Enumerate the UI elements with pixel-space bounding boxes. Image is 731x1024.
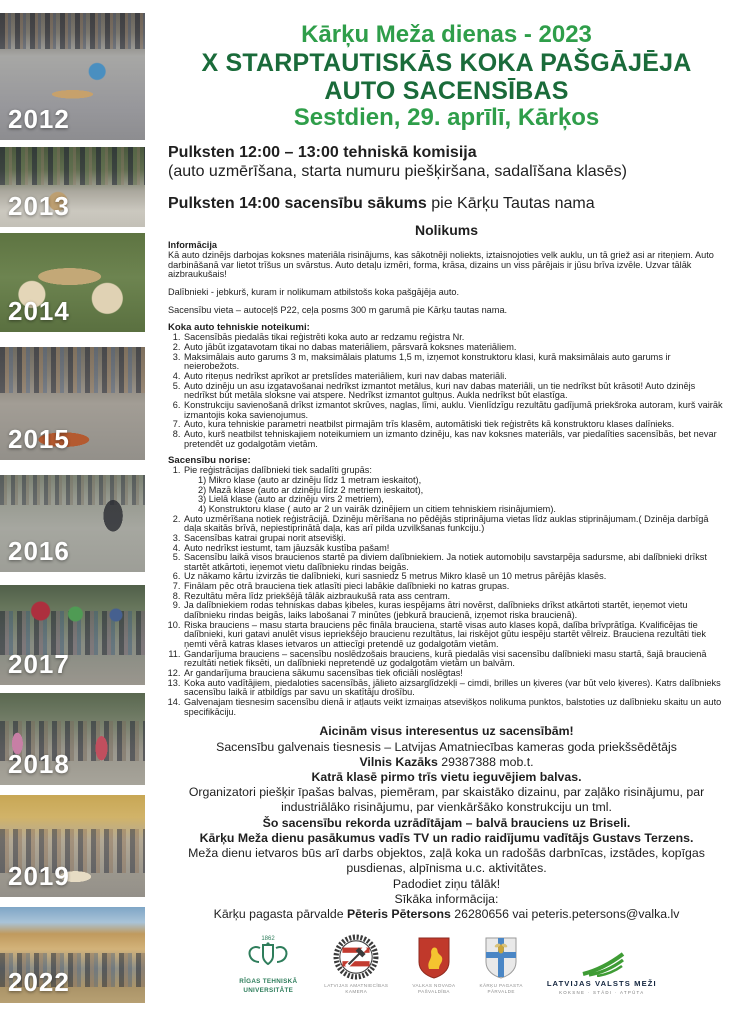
- tech-rule: 7. Auto, kura tehniskie parametri neatbilst pirmajām trīs klasēm, automātiski tiek reģistrēts kā konstruktoru klases dalīnieks.: [183, 420, 725, 430]
- year-label: 2019: [8, 861, 70, 891]
- procedure-item: 11. Gandarījuma brauciens – sacensību noslēdzošais brauciens, kurā piedalās visi sacensību dalībnieki masu startā, šajā braucienā rezultāti netiek fiksēti, un dalībnieki nepretendē uz godalgotām vietām un balvām.: [183, 650, 725, 669]
- procedure-list: [168, 466, 725, 717]
- more-info-line: Sīkāka informācija:: [394, 891, 499, 906]
- procedure-item: 5. Sacensību laikā visos braucienos startē pa diviem dalībniekiem. Ja notiek automobiļu savstarpēja sadursme, abi dalībnieki drīkst startēt atkārtoti, ieņemot vietu dalībnieku rindas beigās.: [183, 553, 725, 572]
- tech-rule: 6. Konstrukciju savienošanā drīkst izmantot skrūves, naglas, līmi, auklu. Vienlīdzīgu rezultātu gadījumā priekšroka autoram, kurš vairāk izmantojis koka savienojumus.: [183, 401, 725, 420]
- procedure-item: 6. Uz nākamo kārtu izvirzās tie dalībnieki, kuri sasniedz 5 metrus Mikro klasē un 10 metrus pārējās klasēs.: [183, 572, 725, 582]
- amatniecibas-kamera-logo: [324, 934, 388, 995]
- procedure-item: 4. Auto nedrīkst iestumt, tam jāuzsāk kustība pašam!: [183, 544, 725, 554]
- procedure-item: 12. Ar gandarījuma brauciena sākumu sacensības tiek oficiāli noslēgtas!: [183, 669, 725, 679]
- closing-block: [168, 724, 725, 922]
- year-label: 2016: [8, 536, 70, 566]
- procedure-item: 7. Finālam pēc otrā brauciena tiek atlasīti pieci labākie dalībnieki no katras grupas.: [183, 582, 725, 592]
- host-line: Kārķu Meža dienu pasākumus vadīs TV un radio raidījumu vadītājs Gustavs Terzens.: [199, 830, 694, 845]
- participants-paragraph: Dalībnieki - jebkurš, kuram ir nolikumam atbilstošs koka pašgājēja auto.: [168, 286, 460, 297]
- schedule-item-1: Pulksten 12:00 – 13:00 tehniskā komisija: [168, 143, 477, 161]
- spread-the-word-line: Padodiet ziņu tālāk!: [392, 876, 501, 891]
- tech-rule: 1. Sacensībās piedalās tikai reģistrēti koka auto ar redzamu reģistra Nr.: [183, 333, 725, 343]
- event-date: Sestdien, 29. aprīlī, Kārķos: [293, 103, 600, 131]
- year-label: 2022: [8, 967, 70, 997]
- amatniecibas-kamera-caption: LATVIJAS AMATNIECĪBAS KAMERA: [324, 982, 389, 995]
- photo-2022: [0, 907, 145, 1003]
- photo-2013: [0, 147, 145, 227]
- sponsor-logos-row: [168, 933, 725, 995]
- photo-2012: [0, 13, 145, 140]
- procedure-heading: Sacensību norise:: [168, 455, 251, 467]
- lvm-subtitle: KOKSNE · STĀDI · ATPŪTA: [559, 990, 645, 996]
- lvm-logo: [547, 951, 657, 995]
- valkas-novada-caption: VALKAS NOVADA PAŠVALDĪBA: [412, 982, 456, 995]
- record-prize-line: Šo sacensību rekorda uzrādītājam – balvā brauciens uz Briseli.: [262, 815, 631, 830]
- karki-shield-icon: [484, 936, 518, 980]
- tech-rule: 8. Auto, kurš neatbilst tehniskajiem noteikumiem un izmanto dzinēju, kas nav koksnes materiāls, var piedalīties sacensībās, bet nevar pretendēt uz godalgotām vietām.: [183, 430, 725, 449]
- class-subitem: 4) Konstruktoru klase ( auto ar 2 un vairāk dzinējiem un citiem tehniskiem risinājumiem).: [198, 503, 556, 514]
- year-label: 2012: [8, 104, 70, 134]
- event-subtitle-line2: AUTO SACENSĪBAS: [324, 76, 569, 105]
- rules-body: [168, 241, 725, 717]
- photo-2017: [0, 585, 145, 685]
- year-label: 2015: [8, 424, 70, 454]
- judge-contact: Vilnis Kazāks 29387388 mob.t.: [359, 754, 534, 769]
- tech-rule: 4. Auto riteņus nedrīkst aprīkot ar pretslīdes materiāliem, kuri nav dabas materiāli.: [183, 372, 725, 382]
- class-subitem: 2) Mazā klase (auto ar dzinēju līdz 2 metriem ieskaitot),: [198, 484, 424, 495]
- procedure-item: 9. Ja dalībniekiem rodas tehniskas dabas ķibeles, kuras iespējams ātri novērst, dalībnieks drīkst atkārtoti startēt, ieņemot vietu dalībnieku rindas beigās, laiks labošanai 7 minūtes (jebkurā braucienā, izņemot riska braucienā).: [183, 601, 725, 620]
- contact-line: Kārķu pagasta pārvalde Pēteris Pētersons 26280656 vai peteris.petersons@valka.lv: [213, 907, 680, 922]
- rtu-crest-icon: [236, 933, 300, 975]
- prizes-text: Organizatori piešķir īpašas balvas, piemēram, par skaistāko dizainu, par zaļāko risinājumu, par industriālāko risinājumu, par vienkāršāko konstrukciju un tml.: [188, 785, 705, 815]
- rules-heading: Nolikums: [414, 222, 478, 239]
- class-sublist: [198, 476, 725, 515]
- schedule-item-2: Pulksten 14:00 sacensību sākums pie Kārķu Tautas nama: [168, 195, 595, 213]
- procedure-item: 14. Galvenajam tiesnesim sacensību dienā ir atļauts veikt izmaiņas atsevišķos nolikuma punktos, balstoties uz dalībnieku skaitu un auto specifikāciju.: [183, 698, 725, 717]
- procedure-item: 8. Rezultātu mēra līdz priekšējā tālāk aizbraukušā rata ass centram.: [183, 592, 725, 602]
- karku-pagasta-caption: KĀRĶU PAGASTA PĀRVALDE: [479, 982, 523, 995]
- main-content: [168, 0, 725, 995]
- info-paragraph: Kā auto dzinējs darbojas koksnes materiāla risinājums, kas sākotnēji noliekts, iztaisnojoties velk auklu, un tā griež asi ar riteņiem. Auto darbināšanā var lietot trīšus un svārstus. Auto detaļu izmēri, forma, krāsa, dizains un viss pārējais ir jūsu brīva izvēle. Uzvar tālāk aizbraukušais!: [168, 249, 714, 280]
- photo-2015: [0, 347, 145, 460]
- procedure-item: 10. Riska brauciens – masu starta brauciens pēc fināla brauciena, startē visas auto klases kopā, dalība brīvprātīga. Kvalificējas tie dalībnieki, kuri gatavi anulēt visus iepriekšējo braucienu rezultātus, lai riskējot gūtu iespēju startēt vēlreiz. Brauciena rezultāti tiek ņemti vērā katras klases ietvaros un attiecīgi pretendē uz godalgotām vietām.: [183, 621, 725, 650]
- photo-2016: [0, 475, 145, 572]
- karku-pagasta-logo: [479, 936, 522, 995]
- schedule-item-1-detail: (auto uzmērīšana, starta numuru piešķiršana, sadalīšana klasēs): [168, 162, 627, 180]
- procedure-item: 1. Pie reģistrācijas dalībnieki tiek sadalīti grupās: 1) Mikro klase (auto ar dzinēju līdz 1 metram ieskaitot), 2) Mazā klase (auto ar dzinēju līdz 2 metriem ieskaitot), 3) Lielā klase (auto ar dzinēju virs 2 metriem), 4) Konstruktoru klase ( auto ar 2 un vairāk dzinējiem un citiem tehniskiem risinājumiem).: [183, 466, 725, 514]
- lvm-spruce-icon: [579, 951, 625, 977]
- judge-line: Sacensību galvenais tiesnesis – Latvijas Amatniecības kameras goda priekšsēdētājs: [216, 739, 677, 754]
- activities-text: Meža dienu ietvaros būs arī darbs objektos, zaļā koka un radošās darbnīcas, izstādes, kopīgas pusdienas, alpīnisma u.c. aktivitātes.: [188, 846, 705, 876]
- year-label: 2013: [8, 191, 70, 221]
- craft-chamber-badge-icon: [333, 934, 379, 980]
- procedure-item: 3. Sacensības katrai grupai norit atsevišķi.: [183, 534, 725, 544]
- valka-shield-icon: [417, 936, 451, 980]
- tech-rule: 3. Maksimālais auto garums 3 m, maksimālais platums 1,5 m, izņemot konstruktoru klasi, kurā maksimālais auto garums ir neierobežots.: [183, 353, 725, 372]
- prizes-heading: Katrā klasē pirmo trīs vietu ieguvējiem balvas.: [311, 770, 582, 785]
- procedure-item: 13. Koka auto vadītājiem, piedaloties sacensībās, jālieto aizsarglīdzekļi – cimdi, brilles un ķiveres (var būt velo ķiveres). Katrs dalībnieks sacensību laikā ir atbildīgs par savu un skatītāju drošību.: [183, 679, 725, 698]
- rtu-caption: RĪGAS TEHNISKĀ UNIVERSITĀTE: [239, 978, 298, 994]
- info-heading: Informācija: [168, 240, 218, 251]
- schedule: [168, 143, 725, 214]
- venue-paragraph: Sacensību vieta – autoceļš P22, ceļa posms 300 m garumā pie Kārķu tautas nama.: [168, 304, 508, 315]
- photo-2018: [0, 693, 145, 785]
- photo-2019: [0, 795, 145, 897]
- svg-text:1862: 1862: [261, 936, 275, 943]
- tech-rule: 2. Auto jābūt izgatavotam tikai no dabas materiāliem, pārsvarā koksnes materiāliem.: [183, 343, 725, 353]
- photo-2014: [0, 233, 145, 332]
- invitation-line: Aicinām visus interesentus uz sacensībām!: [319, 724, 574, 739]
- valkas-novada-logo: [412, 936, 455, 995]
- rtu-logo: [236, 933, 300, 995]
- event-name: Kārķu Meža dienas - 2023: [301, 21, 592, 48]
- tech-rules-heading: Koka auto tehniskie noteikumi:: [168, 322, 310, 334]
- year-label: 2014: [8, 296, 70, 326]
- tech-rules-list: [168, 333, 725, 449]
- year-label: 2018: [8, 749, 70, 779]
- event-subtitle-line1: X STARPTAUTISKĀS KOKA PAŠGĀJĒJA: [201, 48, 692, 77]
- tech-rule: 5. Auto dzinēju un asu izgatavošanai nedrīkst izmantot metālus, kuri nav dabas materiāli, un tie nedrīkst būt krāsoti! Auto dzinējs nedrīkst būt metāla sloksne vai atspere. Nedrīkst izmantot gultņus. Aukla nedrīkst būt elastīga.: [183, 382, 725, 401]
- year-label: 2017: [8, 649, 70, 679]
- lvm-title: LATVIJAS VALSTS MEŽI: [546, 979, 657, 989]
- poster-title: [168, 0, 725, 132]
- class-subitem: 3) Lielā klase (auto ar dzinēju virs 2 metriem),: [198, 494, 384, 505]
- procedure-item: 2. Auto uzmērīšana notiek reģistrācijā. Dzinēju mērīšana no pēdējās stiprinājuma vietas līdz auklas stiprinājumam.( Dzinēja darbīgā daļa skaitās brīvā, nepiestiprinātā daļa, kas arī pilda uzvilkšanas funkciju.): [183, 515, 725, 534]
- class-subitem: 1) Mikro klase (auto ar dzinēju līdz 1 metram ieskaitot),: [198, 474, 422, 485]
